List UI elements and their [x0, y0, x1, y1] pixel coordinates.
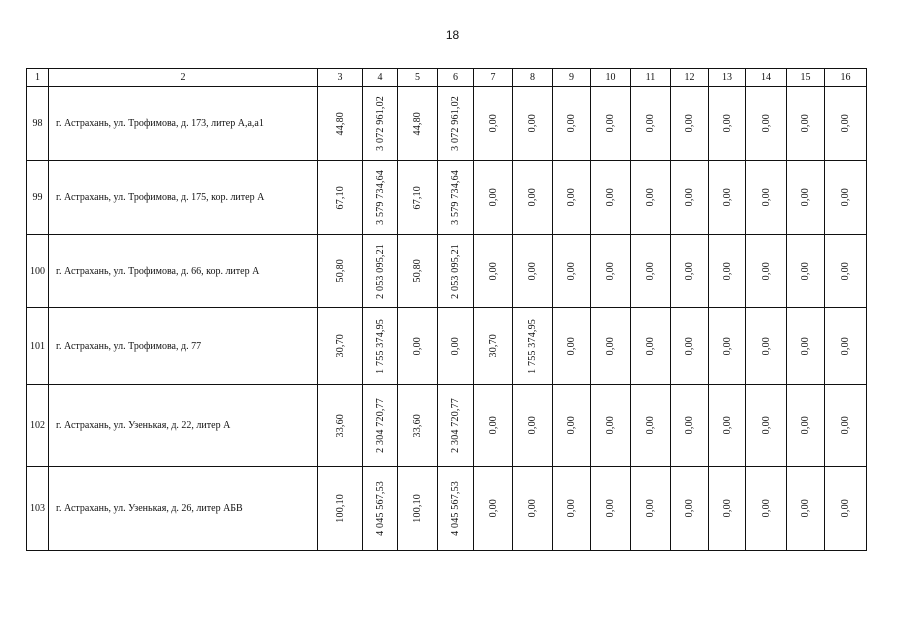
value-cell [363, 385, 398, 467]
value-text: 0,00 [527, 416, 538, 435]
value-text: 0,00 [645, 261, 656, 281]
value-text: 3 579 734,64 [450, 170, 461, 225]
value-cell [474, 467, 513, 551]
column-header: 6 [438, 69, 474, 87]
row-number: 101 [27, 308, 49, 385]
value-cell [746, 87, 787, 161]
value-text: 0,00 [760, 336, 772, 356]
value-text: 0,00 [487, 188, 499, 207]
value-text: 0,00 [721, 261, 733, 281]
value-cell [787, 235, 825, 308]
value-cell [825, 385, 867, 467]
table-row [27, 235, 867, 308]
value-cell [398, 235, 438, 308]
value-text: 0,00 [645, 114, 656, 133]
value-cell [591, 87, 631, 161]
value-text: 30,70 [487, 334, 499, 358]
value-text: 3 072 961,02 [374, 96, 386, 151]
value-cell [709, 235, 746, 308]
value-text: 0,00 [840, 114, 851, 133]
value-text: 3 072 961,02 [450, 96, 461, 151]
value-text: 0,00 [760, 499, 772, 518]
address-cell: г. Астрахань, ул. Трофимова, д. 173, литер А,а,а1 [49, 87, 318, 161]
value-cell [553, 87, 591, 161]
table-row [27, 385, 867, 467]
value-cell [787, 385, 825, 467]
value-text: 0,00 [760, 261, 772, 281]
value-cell [631, 308, 671, 385]
value-cell [474, 87, 513, 161]
column-header: 5 [398, 69, 438, 87]
value-cell [363, 235, 398, 308]
value-cell [363, 161, 398, 235]
value-text: 0,00 [605, 416, 616, 435]
value-cell [787, 467, 825, 551]
value-text: 0,00 [566, 188, 577, 207]
value-cell [318, 385, 363, 467]
value-text: 0,00 [487, 499, 499, 518]
value-cell [513, 87, 553, 161]
header-row [27, 69, 867, 87]
column-header: 11 [631, 69, 671, 87]
table-row [27, 87, 867, 161]
value-cell [631, 467, 671, 551]
value-cell [318, 87, 363, 161]
value-text: 0,00 [605, 499, 616, 518]
value-text: 0,00 [645, 188, 656, 207]
column-header: 1 [27, 69, 49, 87]
value-text: 2 304 720,77 [374, 398, 386, 453]
address-cell: г. Астрахань, ул. Трофимова, д. 77 [49, 308, 318, 385]
table-header [27, 69, 867, 87]
value-cell [474, 308, 513, 385]
row-number: 98 [27, 87, 49, 161]
value-text: 0,00 [684, 499, 695, 518]
value-cell [553, 161, 591, 235]
value-cell [438, 87, 474, 161]
value-cell [671, 467, 709, 551]
value-cell [363, 87, 398, 161]
value-text: 0,00 [760, 114, 772, 133]
value-text: 0,00 [721, 114, 733, 133]
value-text: 0,00 [527, 114, 538, 133]
value-text: 0,00 [840, 261, 851, 281]
value-text: 0,00 [721, 499, 733, 518]
value-text: 0,00 [527, 261, 538, 281]
value-cell [513, 235, 553, 308]
value-cell [438, 235, 474, 308]
value-cell [746, 467, 787, 551]
value-text: 0,00 [566, 416, 577, 435]
value-cell [398, 161, 438, 235]
row-number: 99 [27, 161, 49, 235]
value-text: 100,10 [412, 494, 423, 523]
value-cell [591, 308, 631, 385]
column-header: 9 [553, 69, 591, 87]
value-cell [787, 87, 825, 161]
value-cell [591, 385, 631, 467]
value-cell [438, 161, 474, 235]
table-body [27, 87, 867, 551]
column-header: 16 [825, 69, 867, 87]
value-cell [553, 308, 591, 385]
value-text: 0,00 [605, 336, 616, 356]
value-text: 0,00 [800, 416, 811, 435]
column-header: 12 [671, 69, 709, 87]
value-text: 33,60 [334, 413, 346, 438]
value-cell [474, 385, 513, 467]
value-cell [363, 467, 398, 551]
value-text: 0,00 [645, 499, 656, 518]
value-text: 100,10 [334, 494, 346, 523]
address-cell: г. Астрахань, ул. Трофимова, д. 66, кор. литер А [49, 235, 318, 308]
value-text: 0,00 [645, 416, 656, 435]
column-header: 10 [591, 69, 631, 87]
value-cell [513, 467, 553, 551]
value-text: 0,00 [527, 499, 538, 518]
value-text: 2 053 095,21 [450, 243, 461, 299]
value-cell [553, 235, 591, 308]
value-text: 0,00 [800, 114, 811, 133]
value-text: 0,00 [527, 188, 538, 207]
value-cell [825, 161, 867, 235]
column-header: 3 [318, 69, 363, 87]
value-cell [474, 161, 513, 235]
row-number: 103 [27, 467, 49, 551]
value-cell [513, 161, 553, 235]
address-cell: г. Астрахань, ул. Трофимова, д. 175, кор. литер А [49, 161, 318, 235]
value-cell [746, 235, 787, 308]
value-text: 0,00 [800, 188, 811, 207]
value-text: 4 045 567,53 [374, 481, 386, 536]
row-number: 102 [27, 385, 49, 467]
value-cell [591, 235, 631, 308]
value-text: 0,00 [566, 261, 577, 281]
value-text: 44,80 [334, 111, 346, 136]
column-header: 2 [49, 69, 318, 87]
value-text: 0,00 [800, 336, 811, 356]
value-text: 0,00 [450, 336, 461, 356]
value-cell [671, 308, 709, 385]
value-cell [746, 308, 787, 385]
value-cell [591, 161, 631, 235]
value-cell [787, 161, 825, 235]
value-cell [398, 308, 438, 385]
value-text: 50,80 [334, 259, 346, 283]
value-text: 0,00 [684, 336, 695, 356]
value-cell [513, 385, 553, 467]
value-cell [709, 467, 746, 551]
value-text: 2 053 095,21 [374, 243, 386, 299]
value-cell [671, 385, 709, 467]
value-text: 0,00 [800, 499, 811, 518]
value-text: 3 579 734,64 [374, 170, 386, 225]
value-text: 50,80 [412, 259, 423, 283]
value-text: 0,00 [684, 261, 695, 281]
column-header: 8 [513, 69, 553, 87]
value-text: 0,00 [721, 416, 733, 435]
value-cell [398, 467, 438, 551]
column-header: 14 [746, 69, 787, 87]
column-header: 15 [787, 69, 825, 87]
value-text: 0,00 [721, 188, 733, 207]
value-text: 0,00 [800, 261, 811, 281]
value-cell [318, 467, 363, 551]
row-number: 100 [27, 235, 49, 308]
value-cell [746, 385, 787, 467]
value-text: 0,00 [840, 336, 851, 356]
value-cell [318, 308, 363, 385]
value-cell [631, 161, 671, 235]
value-text: 0,00 [605, 261, 616, 281]
value-cell [398, 385, 438, 467]
value-text: 44,80 [412, 111, 423, 136]
value-text: 0,00 [566, 114, 577, 133]
value-cell [709, 308, 746, 385]
value-text: 0,00 [566, 336, 577, 356]
value-text: 1 755 374,95 [374, 318, 386, 374]
table-row [27, 161, 867, 235]
value-cell [438, 467, 474, 551]
value-cell [671, 235, 709, 308]
value-text: 0,00 [721, 336, 733, 356]
value-text: 0,00 [840, 416, 851, 435]
value-cell [318, 235, 363, 308]
value-text: 0,00 [684, 188, 695, 207]
column-header: 4 [363, 69, 398, 87]
value-text: 2 304 720,77 [450, 398, 461, 453]
value-text: 0,00 [645, 336, 656, 356]
value-text: 0,00 [487, 416, 499, 435]
value-cell [709, 385, 746, 467]
column-header: 13 [709, 69, 746, 87]
address-cell: г. Астрахань, ул. Узенькая, д. 22, литер А [49, 385, 318, 467]
value-cell [631, 385, 671, 467]
value-cell [825, 87, 867, 161]
value-cell [709, 87, 746, 161]
value-cell [671, 87, 709, 161]
value-text: 0,00 [760, 188, 772, 207]
value-cell [513, 308, 553, 385]
value-text: 0,00 [487, 114, 499, 133]
address-cell: г. Астрахань, ул. Узенькая, д. 26, литер АБВ [49, 467, 318, 551]
value-cell [631, 87, 671, 161]
value-text: 0,00 [684, 416, 695, 435]
value-cell [591, 467, 631, 551]
value-cell [553, 467, 591, 551]
page-number: 18 [445, 28, 460, 42]
value-text: 0,00 [840, 188, 851, 207]
value-text: 0,00 [566, 499, 577, 518]
value-cell [553, 385, 591, 467]
value-text: 0,00 [605, 114, 616, 133]
value-cell [671, 161, 709, 235]
value-cell [474, 235, 513, 308]
value-text: 0,00 [760, 416, 772, 435]
value-text: 0,00 [487, 261, 499, 281]
value-cell [438, 308, 474, 385]
value-text: 30,70 [334, 334, 346, 358]
value-text: 4 045 567,53 [450, 481, 461, 536]
value-cell [825, 235, 867, 308]
value-cell [318, 161, 363, 235]
value-cell [825, 308, 867, 385]
value-cell [631, 235, 671, 308]
value-cell [363, 308, 398, 385]
value-text: 1 755 374,95 [527, 318, 538, 374]
value-cell [787, 308, 825, 385]
column-header: 7 [474, 69, 513, 87]
value-text: 67,10 [412, 185, 423, 210]
value-text: 0,00 [684, 114, 695, 133]
value-cell [709, 161, 746, 235]
value-text: 33,60 [412, 413, 423, 438]
table-row [27, 308, 867, 385]
value-cell [746, 161, 787, 235]
registry-table [26, 68, 867, 551]
value-text: 0,00 [605, 188, 616, 207]
value-cell [825, 467, 867, 551]
value-text: 67,10 [334, 185, 346, 210]
value-text: 0,00 [412, 336, 423, 356]
value-cell [398, 87, 438, 161]
value-text: 0,00 [840, 499, 851, 518]
value-cell [438, 385, 474, 467]
table-row [27, 467, 867, 551]
